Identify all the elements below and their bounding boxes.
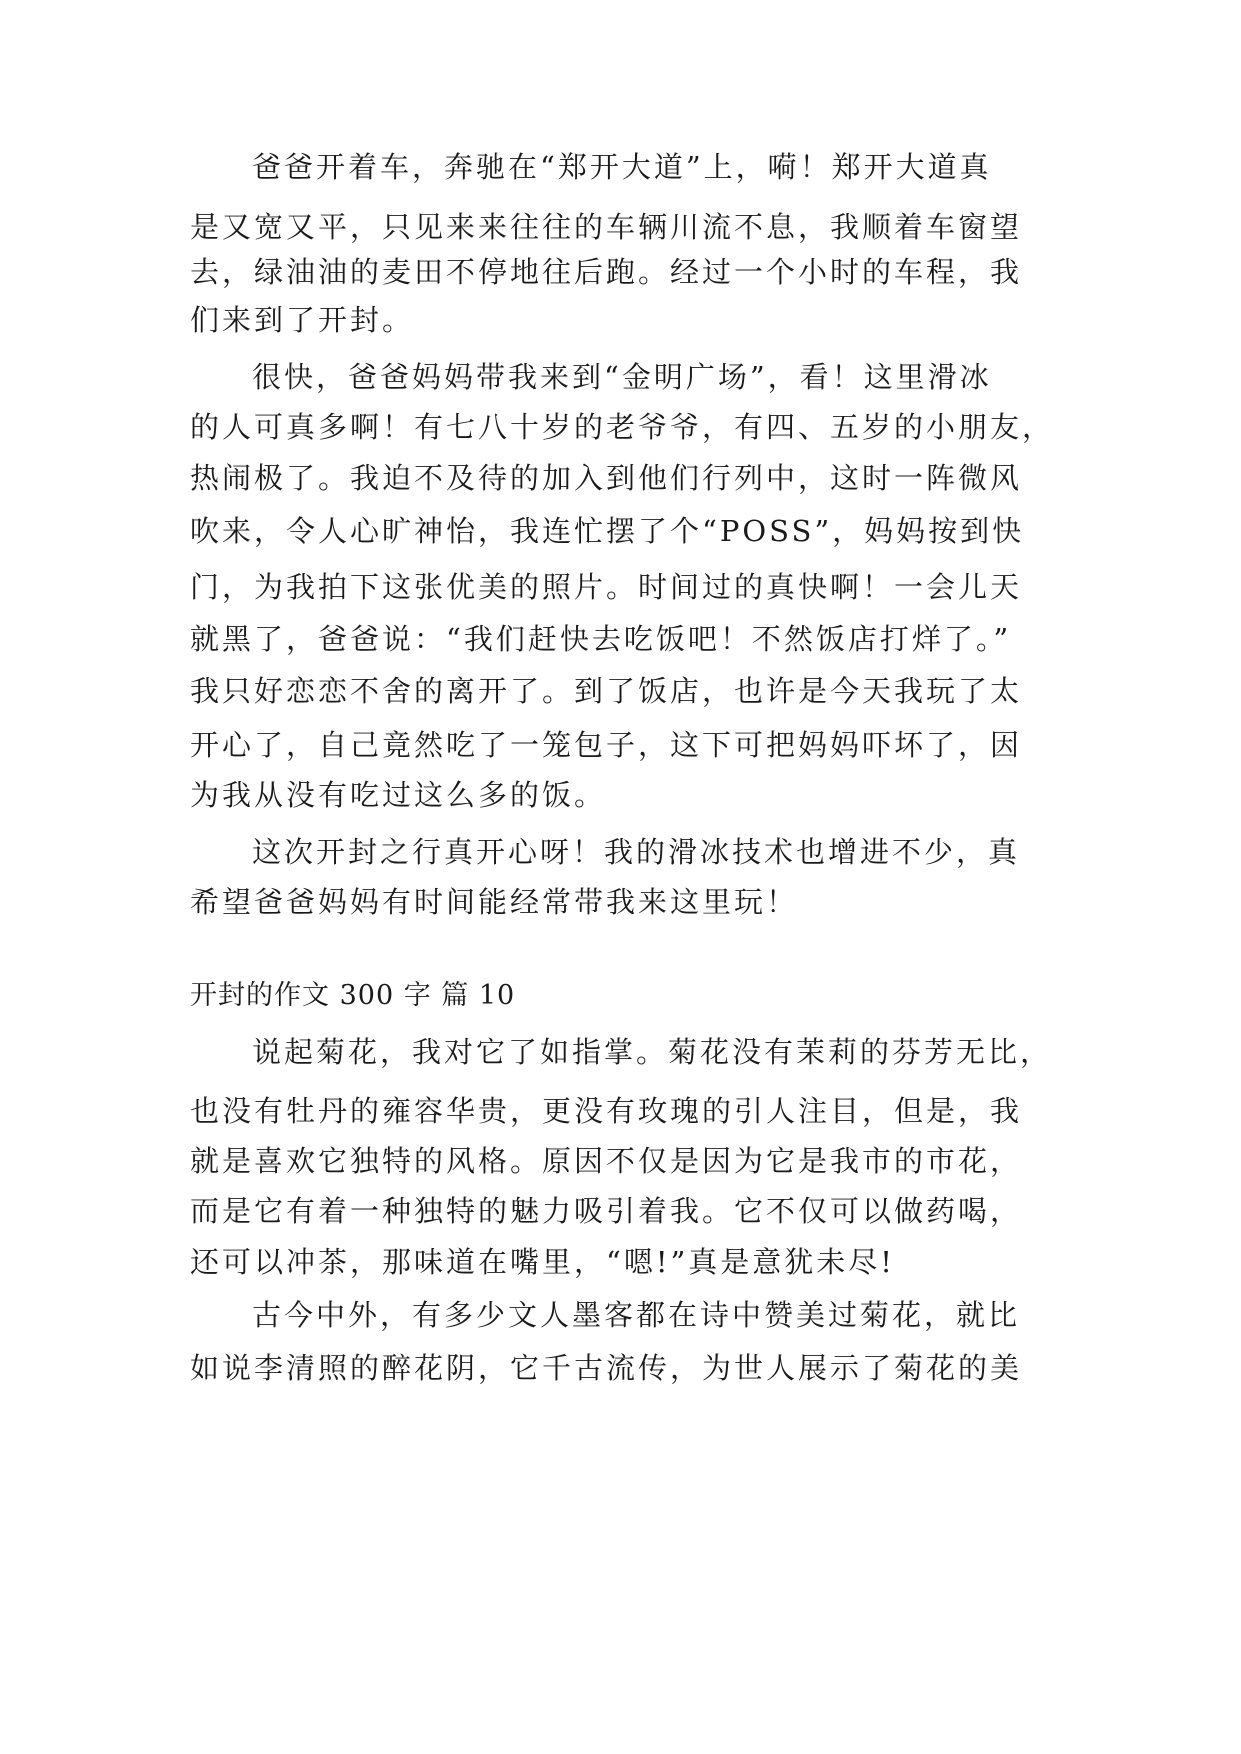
text-line: 如说李清照的醉花阴，它千古流传，为世人展示了菊花的美 bbox=[190, 1351, 1023, 1385]
text-line: 也没有牡丹的雍容华贵，更没有玫瑰的引人注目，但是，我 bbox=[190, 1094, 1023, 1128]
text-line: 为我从没有吃过这么多的饭。 bbox=[190, 778, 607, 812]
text-line: 我只好恋恋不舍的离开了。到了饭店，也许是今天我玩了太 bbox=[190, 674, 1023, 708]
text-line: 爸爸开着车，奔驰在“郑开大道”上，嗬！郑开大道真 bbox=[252, 150, 992, 184]
text-line: 的人可真多啊！有七八十岁的老爷爷，有四、五岁的小朋友， bbox=[190, 410, 1055, 444]
section-heading: 开封的作文 300 字 篇 10 bbox=[190, 980, 516, 1011]
text-line: 门，为我拍下这张优美的照片。时间过的真快啊！一会儿天 bbox=[190, 570, 1023, 604]
text-line: 还可以冲茶，那味道在嘴里，“嗯!”真是意犹未尽! bbox=[190, 1245, 895, 1279]
text-line: 热闹极了。我迫不及待的加入到他们行列中，这时一阵微风 bbox=[190, 461, 1023, 495]
text-line: 是又宽又平，只见来来往往的车辆川流不息，我顺着车窗望 bbox=[190, 210, 1023, 244]
text-line: 开心了，自己竟然吃了一笼包子，这下可把妈妈吓坏了，因 bbox=[190, 728, 1023, 762]
text-line: 说起菊花，我对它了如指掌。菊花没有茉莉的芬芳无比， bbox=[252, 1035, 1053, 1069]
text-line: 古今中外，有多少文人墨客都在诗中赞美过菊花，就比 bbox=[252, 1298, 1021, 1332]
text-line: 而是它有着一种独特的魅力吸引着我。它不仅可以做药喝， bbox=[190, 1194, 1023, 1228]
text-line: 希望爸爸妈妈有时间能经常带我来这里玩！ bbox=[190, 885, 799, 919]
text-line: 这次开封之行真开心呀！我的滑冰技术也增进不少，真 bbox=[252, 835, 1021, 869]
text-line: 就是喜欢它独特的风格。原因不仅是因为它是我市的市花， bbox=[190, 1144, 1023, 1178]
text-line: 很快，爸爸妈妈带我来到“金明广场”，看！这里滑冰 bbox=[252, 360, 992, 394]
text-line: 去，绿油油的麦田不停地往后跑。经过一个小时的车程，我 bbox=[190, 255, 1023, 289]
text-line: 吹来，令人心旷神怡，我连忙摆了个“POSS”，妈妈按到快 bbox=[190, 514, 1025, 548]
text-line: 们来到了开封。 bbox=[190, 303, 415, 337]
text-line: 就黑了，爸爸说：“我们赶快去吃饭吧！不然饭店打烊了。” bbox=[190, 622, 1012, 656]
